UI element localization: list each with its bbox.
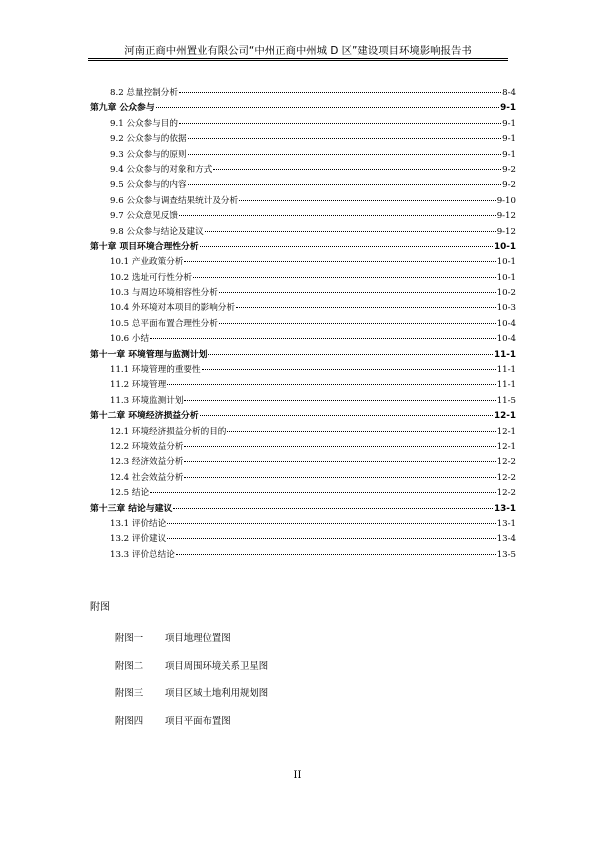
toc-entry-page: 13-5 (496, 549, 516, 560)
toc-dot-leader (173, 508, 493, 509)
toc-entry-label: 10.3 与周边环境相容性分析 (110, 288, 218, 299)
toc-entry-label: 9.3 公众参与的原则 (110, 149, 187, 160)
toc-entry-page: 11-5 (496, 395, 516, 406)
toc-entry-label: 13.3 评价总结论 (110, 549, 175, 560)
toc-entry-page: 9-2 (502, 164, 516, 175)
toc-entry-label: 13.1 评价结论 (110, 518, 167, 529)
appendix-item (115, 715, 268, 743)
toc-entry-label: 第九章 公众参与 (90, 103, 155, 114)
toc-dot-leader (176, 554, 496, 555)
toc-entry-label: 10.4 外环境对本项目的影响分析 (110, 303, 235, 314)
toc-dot-leader (150, 492, 496, 493)
toc-entry-page: 12-1 (496, 441, 516, 452)
toc-chapter-entry[interactable] (90, 240, 516, 255)
page-number: II (293, 770, 302, 781)
toc-entry-page: 10-1 (493, 241, 516, 252)
toc-entry-label: 11.1 环境管理的重要性 (110, 365, 201, 376)
toc-entry-label: 12.1 环境经济损益分析的目的 (110, 426, 227, 437)
toc-section-entry[interactable] (90, 363, 516, 378)
toc-section-entry[interactable] (90, 117, 516, 132)
toc-section-entry[interactable] (90, 517, 516, 532)
toc-entry-label: 9.2 公众参与的依据 (110, 134, 187, 145)
toc-section-entry[interactable] (90, 301, 516, 316)
toc-entry-label: 12.2 环境效益分析 (110, 441, 184, 452)
toc-dot-leader (167, 523, 495, 524)
toc-entry-label: 9.1 公众参与目的 (110, 118, 178, 129)
appendix-item (115, 660, 268, 688)
toc-entry-page: 10-1 (496, 272, 516, 283)
toc-entry-page: 9-10 (496, 195, 516, 206)
toc-dot-leader (184, 461, 495, 462)
toc-entry-page: 12-2 (496, 457, 516, 468)
toc-entry-page: 10-4 (496, 318, 516, 329)
toc-entry-page: 13-1 (493, 503, 516, 514)
toc-section-entry[interactable] (90, 86, 516, 101)
toc-dot-leader (236, 307, 496, 308)
toc-entry-label: 9.7 公众意见反馈 (110, 211, 178, 222)
appendix-item (115, 687, 268, 715)
toc-section-entry[interactable] (90, 440, 516, 455)
table-of-contents (90, 86, 516, 563)
toc-entry-page: 12-2 (496, 488, 516, 499)
header-rule-thin (88, 60, 508, 61)
toc-entry-page: 10-3 (496, 303, 516, 314)
toc-entry-label: 12.4 社会效益分析 (110, 472, 184, 483)
toc-section-entry[interactable] (90, 332, 516, 347)
toc-dot-leader (200, 246, 493, 247)
toc-section-entry[interactable] (90, 486, 516, 501)
toc-entry-label: 第十二章 环境经济损益分析 (90, 411, 199, 422)
toc-entry-page: 10-2 (496, 288, 516, 299)
toc-dot-leader (179, 123, 501, 124)
toc-entry-label: 10.1 产业政策分析 (110, 257, 184, 268)
toc-entry-label: 9.4 公众参与的对象和方式 (110, 164, 213, 175)
toc-chapter-entry[interactable] (90, 409, 516, 424)
appendix-list (115, 632, 268, 742)
header-rule (88, 58, 508, 59)
toc-section-entry[interactable] (90, 394, 516, 409)
toc-entry-label: 9.5 公众参与的内容 (110, 180, 187, 191)
toc-entry-label: 8.2 总量控制分析 (110, 88, 178, 98)
toc-entry-label: 13.2 评价建议 (110, 534, 167, 545)
toc-entry-label: 10.2 选址可行性分析 (110, 272, 193, 283)
appendix-figure-title: 项目周围环境关系卫星图 (165, 660, 269, 672)
toc-dot-leader (205, 231, 496, 232)
toc-entry-page: 10-4 (496, 334, 516, 345)
appendix-figure-number: 附图四 (115, 715, 144, 727)
toc-dot-leader (150, 338, 496, 339)
toc-entry-page: 9-1 (502, 134, 516, 145)
toc-dot-leader (167, 538, 495, 539)
toc-section-entry[interactable] (90, 548, 516, 563)
toc-entry-page: 11-1 (493, 349, 516, 360)
toc-section-entry[interactable] (90, 178, 516, 193)
appendix-title: 附图 (90, 602, 110, 613)
toc-section-entry[interactable] (90, 255, 516, 270)
toc-dot-leader (202, 369, 496, 370)
page-header-title: 河南正商中州置业有限公司“中州正商中州城 D 区”建设项目环境影响报告书 (124, 45, 472, 57)
toc-entry-label: 10.6 小结 (110, 334, 150, 345)
appendix-figure-title: 项目平面布置图 (165, 715, 231, 727)
toc-entry-label: 第十一章 环境管理与监测计划 (90, 349, 208, 360)
toc-dot-leader (219, 323, 496, 324)
toc-entry-label: 11.3 环境监测计划 (110, 395, 184, 406)
appendix-figure-number: 附图一 (115, 633, 144, 644)
toc-entry-page: 8-4 (502, 88, 516, 98)
toc-dot-leader (188, 138, 502, 139)
toc-entry-page: 9-1 (502, 149, 516, 160)
toc-entry-label: 12.5 结论 (110, 488, 150, 499)
toc-chapter-entry[interactable] (90, 502, 516, 517)
toc-dot-leader (219, 292, 496, 293)
toc-entry-page: 12-2 (496, 472, 516, 483)
toc-entry-page: 12-1 (496, 426, 516, 437)
toc-dot-leader (213, 169, 501, 170)
toc-entry-page: 9-2 (502, 180, 516, 191)
toc-section-entry[interactable] (90, 209, 516, 224)
toc-dot-leader (227, 431, 495, 432)
toc-entry-label: 11.2 环境管理 (110, 380, 167, 391)
toc-dot-leader (188, 184, 502, 185)
toc-dot-leader (184, 446, 495, 447)
toc-dot-leader (179, 215, 496, 216)
toc-dot-leader (193, 277, 496, 278)
toc-section-entry[interactable] (90, 378, 516, 393)
toc-entry-label: 12.3 经济效益分析 (110, 457, 184, 468)
toc-section-entry[interactable] (90, 532, 516, 547)
toc-section-entry[interactable] (90, 425, 516, 440)
appendix-figure-number: 附图二 (115, 660, 144, 672)
toc-dot-leader (200, 415, 493, 416)
appendix-figure-number: 附图三 (115, 688, 144, 699)
toc-entry-page: 9-1 (500, 103, 516, 114)
toc-dot-leader (156, 107, 499, 108)
toc-dot-leader (239, 200, 496, 201)
appendix-figure-title: 项目区域土地利用规划图 (165, 688, 269, 699)
toc-dot-leader (208, 354, 493, 355)
appendix-item (115, 632, 268, 660)
toc-entry-page: 13-1 (496, 518, 516, 529)
toc-entry-label: 9.8 公众参与结论及建议 (110, 226, 204, 237)
appendix-figure-title: 项目地理位置图 (165, 633, 231, 644)
toc-dot-leader (188, 154, 502, 155)
toc-section-entry[interactable] (90, 148, 516, 163)
toc-entry-label: 10.5 总平面布置合理性分析 (110, 318, 218, 329)
toc-section-entry[interactable] (90, 286, 516, 301)
toc-entry-page: 11-1 (496, 365, 516, 376)
toc-entry-label: 第十三章 结论与建议 (90, 503, 173, 514)
toc-section-entry[interactable] (90, 455, 516, 470)
toc-entry-page: 10-1 (496, 257, 516, 268)
toc-entry-page: 9-12 (496, 226, 516, 237)
toc-entry-label: 9.6 公众参与调查结果统计及分析 (110, 195, 239, 206)
toc-chapter-entry[interactable] (90, 348, 516, 363)
toc-section-entry[interactable] (90, 225, 516, 240)
toc-dot-leader (167, 384, 495, 385)
toc-entry-page: 11-1 (496, 380, 516, 391)
toc-entry-page: 13-4 (496, 534, 516, 545)
toc-dot-leader (184, 261, 495, 262)
toc-dot-leader (179, 92, 501, 93)
toc-dot-leader (184, 477, 495, 478)
toc-chapter-entry[interactable] (90, 101, 516, 116)
toc-section-entry[interactable] (90, 132, 516, 147)
toc-entry-page: 9-1 (502, 118, 516, 129)
toc-section-entry[interactable] (90, 317, 516, 332)
toc-section-entry[interactable] (90, 163, 516, 178)
toc-entry-page: 12-1 (493, 411, 516, 422)
toc-entry-page: 9-12 (496, 211, 516, 222)
toc-section-entry[interactable] (90, 194, 516, 209)
toc-section-entry[interactable] (90, 271, 516, 286)
toc-entry-label: 第十章 项目环境合理性分析 (90, 241, 199, 252)
toc-section-entry[interactable] (90, 471, 516, 486)
toc-dot-leader (184, 400, 495, 401)
